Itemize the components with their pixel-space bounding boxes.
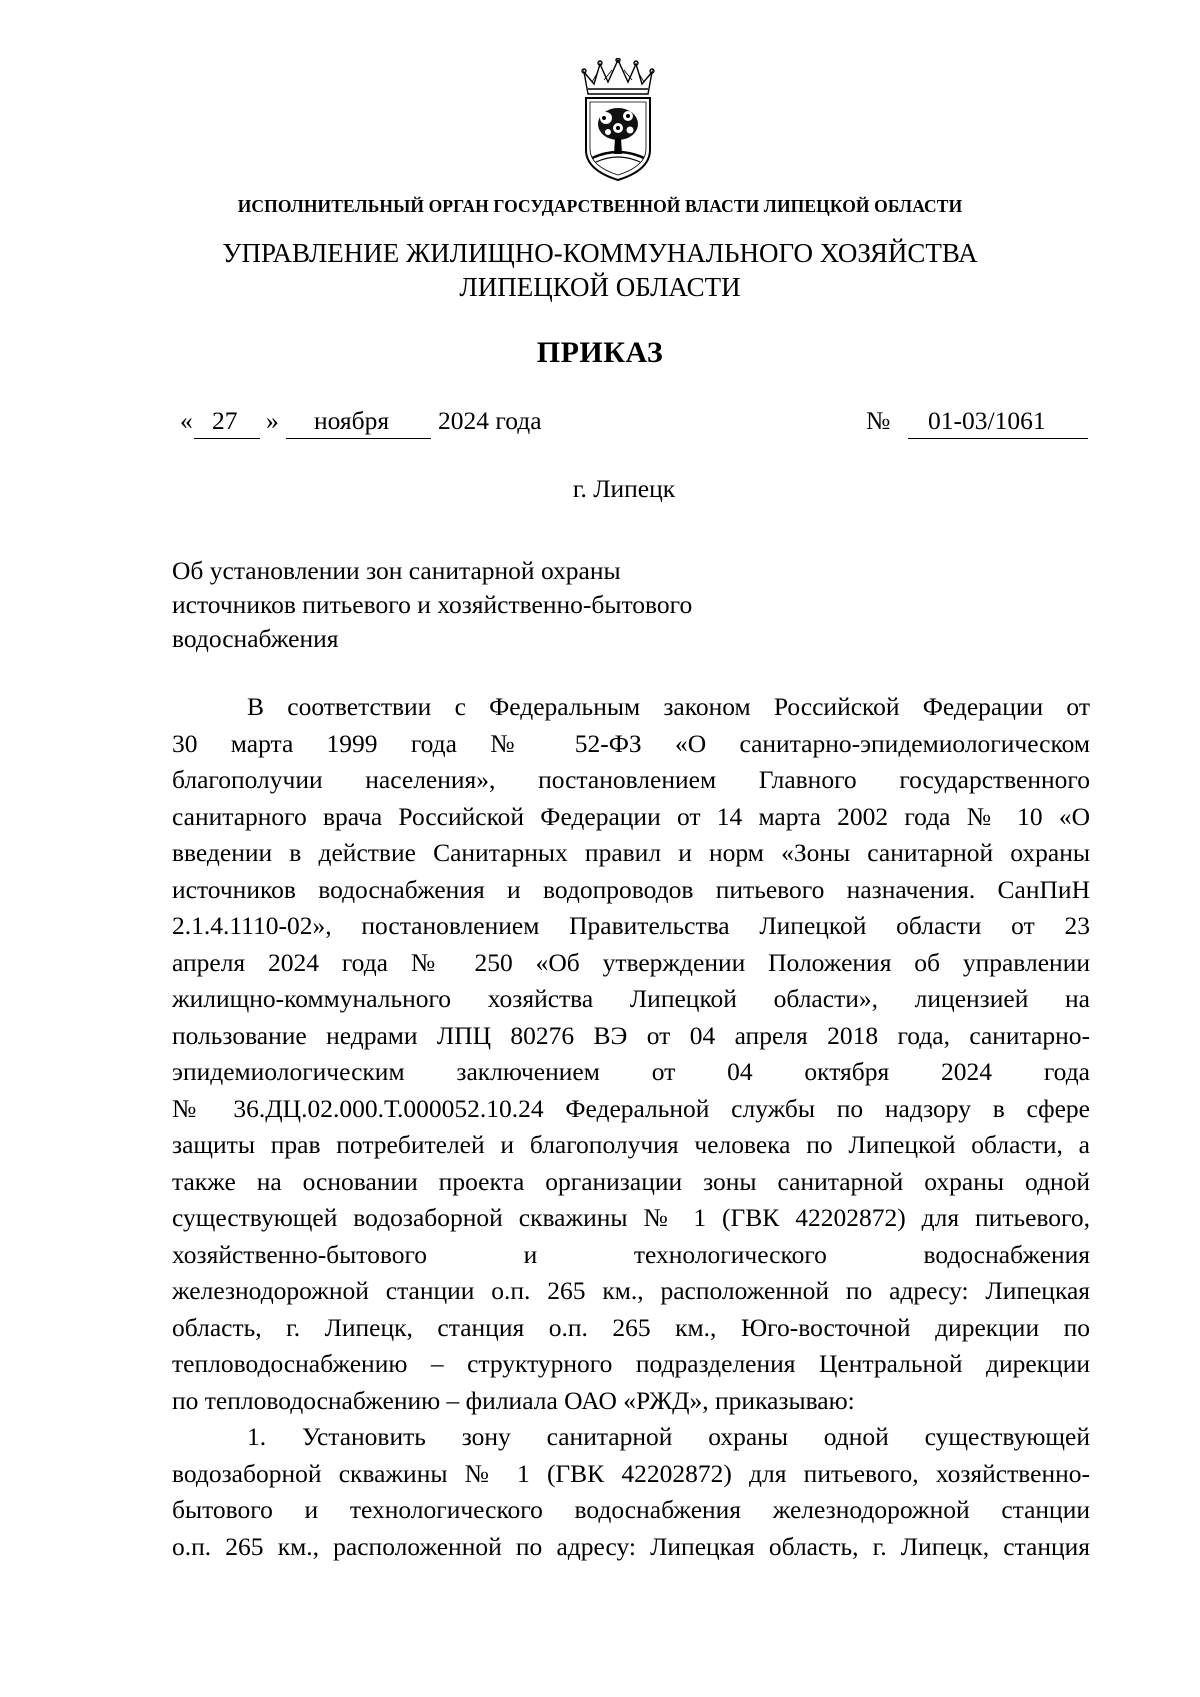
order-body [172, 689, 1090, 1565]
date-year: 2024 года [438, 406, 542, 435]
body-line: жилищно-коммунального хозяйства Липецкой области», лицензией на [172, 984, 1090, 1013]
coat-of-arms-icon [578, 58, 658, 182]
body-line: пользование недрами ЛПЦ 80276 ВЭ от 04 апреля 2018 года, санитарно- [172, 1020, 1090, 1050]
preamble-paragraph [172, 689, 1090, 1419]
day-underline [194, 438, 260, 439]
document-type-title: ПРИКАЗ [536, 336, 664, 369]
date-quote-close: » [266, 406, 279, 435]
body-line: эпидемиологическим заключением от 04 октября 2024 года [172, 1057, 1090, 1086]
body-line: существующей водозаборной скважины № 1 (ГВК 42202872) для питьевого, [172, 1203, 1090, 1232]
organization-line: ИСПОЛНИТЕЛЬНЫЙ ОРГАН ГОСУДАРСТВЕННОЙ ВЛАСТИ ЛИПЕЦКОЙ ОБЛАСТИ [237, 196, 963, 216]
department-name-line2: ЛИПЕЦКОЙ ОБЛАСТИ [459, 272, 741, 302]
order-number: 01-03/1061 [928, 406, 1046, 435]
city: г. Липецк [572, 474, 676, 503]
body-line: защиты прав потребителей и благополучия человека по Липецкой области, а [172, 1130, 1090, 1159]
subject-line: водоснабжения [172, 624, 339, 653]
body-line: В соответствии с Федеральным законом Российской Федерации от [247, 692, 1090, 721]
body-line: бытового и технологического водоснабжения железнодорожной станции [172, 1495, 1090, 1524]
date-day: 27 [212, 406, 238, 435]
month-underline [286, 438, 431, 439]
body-line: благополучии населения», постановлением Главного государственного [172, 765, 1090, 794]
body-line: санитарного врача Российской Федерации от 14 марта 2002 года № 10 «О [172, 801, 1090, 831]
body-line: тепловодоснабжению – структурного подразделения Центральной дирекции [172, 1349, 1090, 1378]
body-line: водозаборной скважины № 1 (ГВК 42202872) для питьевого, хозяйственно- [172, 1458, 1090, 1488]
body-line: источников водоснабжения и водопроводов питьевого назначения. СанПиН [172, 874, 1090, 904]
body-line: апреля 2024 года № 250 «Об утверждении Положения об управлении [172, 947, 1090, 977]
body-line: о.п. 265 км., расположенной по адресу: Липецкая область, г. Липецк, станция [172, 1531, 1090, 1561]
body-line: 1. Установить зону санитарной охраны одной существующей [247, 1422, 1090, 1451]
body-line: 30 марта 1999 года № 52-ФЗ «О санитарно-эпидемиологическом [172, 728, 1090, 758]
body-line: по тепловодоснабжению – филиала ОАО «РЖД», приказываю: [172, 1385, 855, 1415]
department-name [0, 236, 1200, 304]
item-1-paragraph [172, 1419, 1090, 1565]
number-underline [908, 438, 1088, 439]
date-number-row [0, 406, 1200, 438]
order-subject [172, 554, 792, 656]
body-line: хозяйственно-бытового и технологического водоснабжения [172, 1239, 1090, 1269]
department-name-line1: УПРАВЛЕНИЕ ЖИЛИЩНО-КОММУНАЛЬНОГО ХОЗЯЙСТВА [222, 238, 978, 268]
date-month: ноября [314, 406, 390, 435]
body-line: введении в действие Санитарных правил и норм «Зоны санитарной охраны [172, 838, 1090, 867]
subject-line: источников питьевого и хозяйственно-бытового [172, 590, 693, 619]
date-quote-open: « [180, 406, 193, 435]
number-sign: № [866, 406, 891, 435]
body-line: также на основании проекта организации зоны санитарной охраны одной [172, 1166, 1090, 1196]
body-line: 2.1.4.1110-02», постановлением Правительства Липецкой области от 23 [172, 911, 1090, 940]
subject-line: Об установлении зон санитарной охраны [172, 556, 621, 585]
body-line: № 36.ДЦ.02.000.Т.000052.10.24 Федеральной службы по надзору в сфере [172, 1093, 1090, 1123]
body-line: железнодорожной станции о.п. 265 км., расположенной по адресу: Липецкая [172, 1276, 1090, 1305]
body-line: область, г. Липецк, станция о.п. 265 км., Юго-восточной дирекции по [172, 1312, 1090, 1342]
